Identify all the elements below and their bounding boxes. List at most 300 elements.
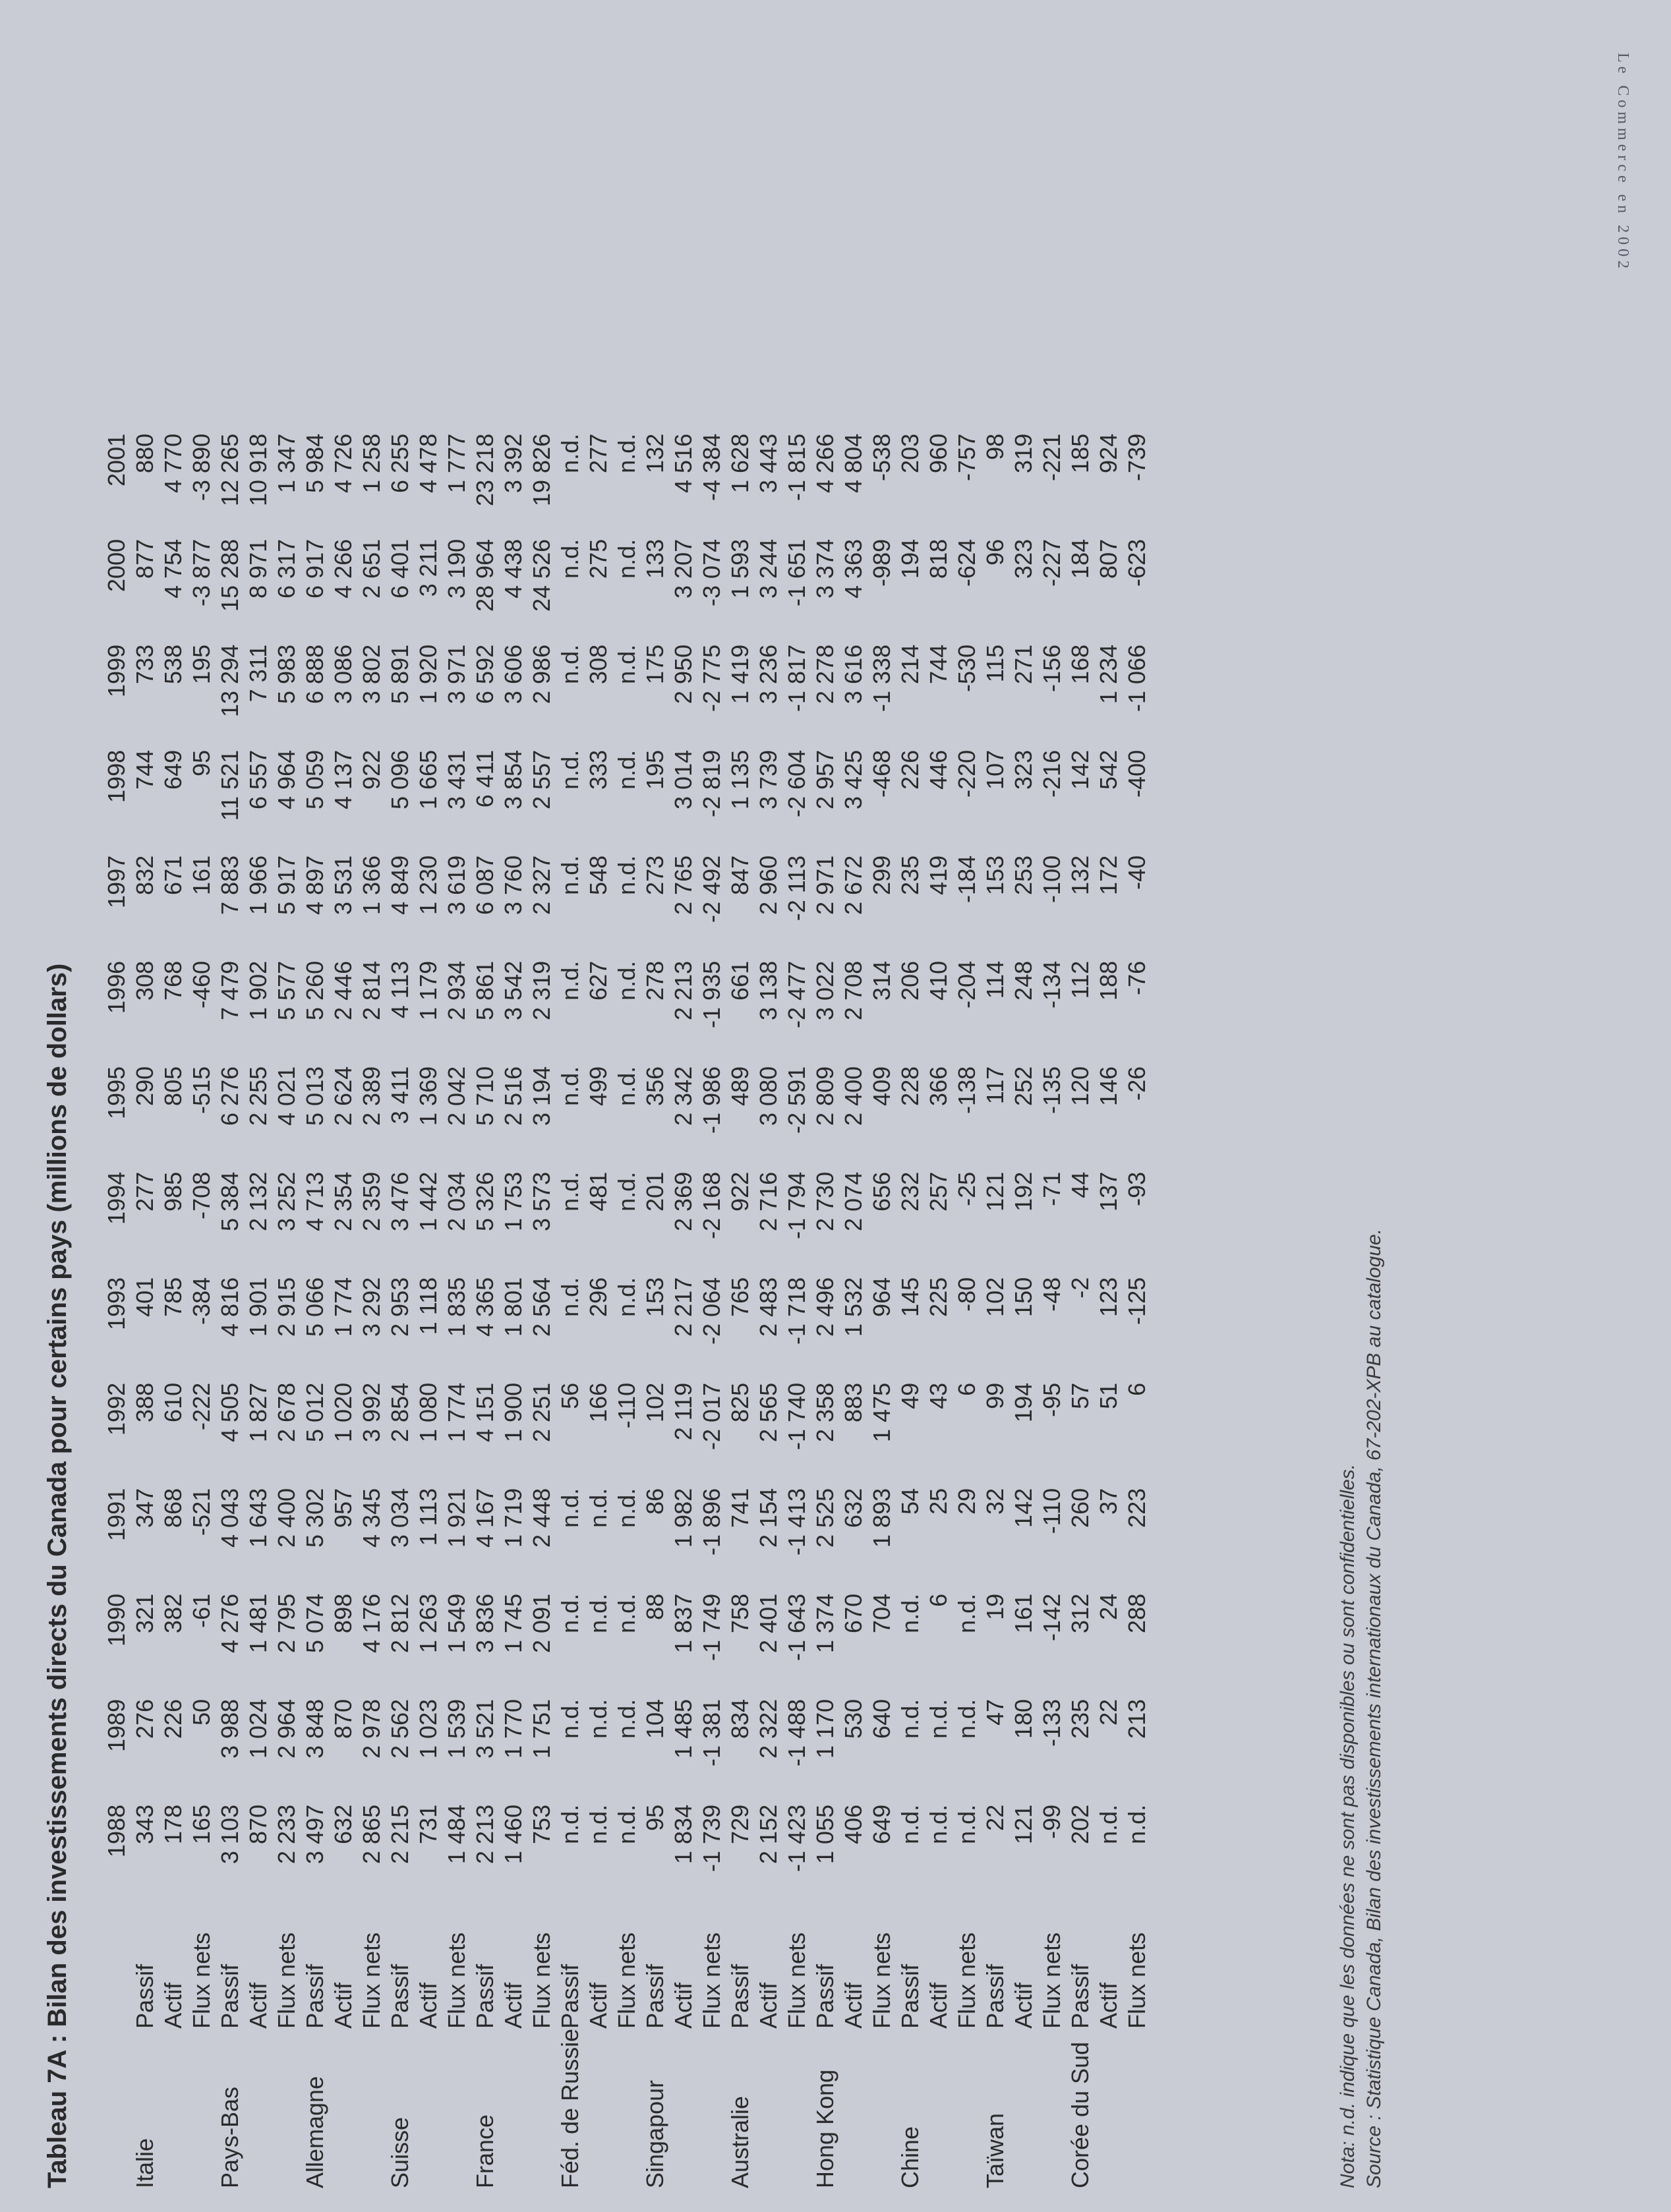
value-cell: 2 854 <box>386 1382 413 1442</box>
country-name: Hong Kong <box>811 2069 838 2188</box>
value-cell: 7 883 <box>216 855 243 915</box>
value-cell: n.d. <box>556 644 583 684</box>
value-cell: 2 624 <box>330 1066 357 1126</box>
value-cell: -1 896 <box>698 1488 725 1556</box>
country-name <box>414 2029 442 2188</box>
value-cell: 1 777 <box>443 433 470 493</box>
value-cell: 2 934 <box>443 960 470 1020</box>
value-cell: 924 <box>1095 433 1122 473</box>
value-cell: 308 <box>585 644 612 684</box>
value-cell: 356 <box>641 1066 668 1106</box>
value-cell: 4 770 <box>160 433 187 493</box>
country-name: France <box>471 2114 498 2188</box>
value-cell: 226 <box>896 749 923 790</box>
value-cell: 112 <box>1067 960 1094 999</box>
value-cell: 2 483 <box>755 1277 782 1337</box>
value-cell: n.d. <box>556 749 583 790</box>
value-cell: 1 837 <box>670 1593 697 1653</box>
value-cell: 4 849 <box>386 855 413 915</box>
value-cell: 343 <box>131 1804 158 1844</box>
value-cell: 1 374 <box>811 1593 838 1653</box>
value-cell: 2 708 <box>840 960 867 1020</box>
value-cell: -3 074 <box>698 538 725 606</box>
value-cell: 2 448 <box>528 1488 555 1548</box>
table-row <box>924 434 953 2188</box>
value-cell: -384 <box>188 1277 215 1325</box>
value-cell: 32 <box>982 1488 1009 1515</box>
value-cell: 2 358 <box>811 1382 838 1442</box>
value-cell: 671 <box>160 855 187 895</box>
value-cell: 2 446 <box>330 960 357 1020</box>
value-cell: n.d. <box>925 1699 952 1739</box>
value-cell: 1 263 <box>415 1593 442 1653</box>
value-cell: 2 091 <box>528 1593 555 1653</box>
value-cell: 3 211 <box>415 538 442 597</box>
value-cell: 3 431 <box>443 749 470 809</box>
value-cell: -110 <box>613 1382 640 1429</box>
value-cell: n.d. <box>585 1488 612 1528</box>
value-cell: -2 591 <box>783 1066 810 1134</box>
value-cell: 299 <box>868 855 895 895</box>
value-cell: 3 619 <box>443 855 470 915</box>
value-cell: 347 <box>131 1488 158 1528</box>
value-cell: 3 425 <box>840 749 867 809</box>
value-cell: 308 <box>131 960 158 1001</box>
value-cell: 2 400 <box>273 1488 300 1548</box>
value-cell: 2 213 <box>670 960 697 1020</box>
value-cell: 13 294 <box>216 644 243 717</box>
value-cell: -2 017 <box>698 1382 725 1450</box>
value-cell: 3 103 <box>216 1804 243 1864</box>
value-cell: 25 <box>925 1488 952 1515</box>
value-cell: n.d. <box>556 960 583 1001</box>
value-cell: 7 311 <box>245 644 272 703</box>
value-cell: 3 573 <box>528 1171 555 1231</box>
value-cell: 632 <box>840 1488 867 1528</box>
row-label: Actif <box>415 1982 442 2029</box>
value-cell: -100 <box>1038 855 1065 903</box>
header-spacer <box>102 2029 131 2188</box>
value-cell: -530 <box>953 644 980 692</box>
row-label: Passif <box>641 1964 668 2029</box>
value-cell: 4 478 <box>415 433 442 493</box>
header-spacer <box>102 1910 131 2029</box>
value-cell: 2 986 <box>528 644 555 704</box>
value-cell: -135 <box>1038 1066 1065 1114</box>
value-cell: 5 710 <box>471 1066 498 1126</box>
value-cell: 2 564 <box>528 1277 555 1337</box>
table-row <box>527 434 556 2188</box>
value-cell: -1 423 <box>783 1804 810 1872</box>
value-cell: 1 230 <box>415 855 442 915</box>
value-cell: 54 <box>896 1488 923 1515</box>
value-cell: -134 <box>1038 960 1065 1008</box>
value-cell: 1 719 <box>500 1488 527 1548</box>
value-cell: -708 <box>188 1171 215 1219</box>
table-row <box>357 434 386 2188</box>
value-cell: 401 <box>131 1277 158 1317</box>
value-cell: -1 413 <box>783 1488 810 1556</box>
value-cell: 1 179 <box>415 960 442 1020</box>
value-cell: 2 516 <box>500 1066 527 1126</box>
value-cell: 47 <box>982 1699 1009 1726</box>
value-cell: n.d. <box>613 1804 640 1844</box>
value-cell: 2 730 <box>811 1171 838 1231</box>
country-name: Chine <box>896 2126 923 2188</box>
value-cell: 3 476 <box>386 1171 413 1231</box>
value-cell: n.d. <box>613 644 640 684</box>
value-cell: 3 190 <box>443 538 470 598</box>
value-cell: 4 176 <box>358 1593 385 1653</box>
value-cell: 22 <box>1095 1699 1122 1726</box>
row-label: Flux nets <box>358 1932 385 2029</box>
value-cell: 276 <box>131 1699 158 1739</box>
value-cell: 3 194 <box>528 1066 555 1126</box>
value-cell: n.d. <box>613 855 640 895</box>
value-cell: 50 <box>188 1699 215 1726</box>
value-cell: -2 <box>1067 1277 1094 1298</box>
value-cell: 4 151 <box>471 1382 498 1442</box>
value-cell: 102 <box>982 1277 1009 1317</box>
value-cell: 1 893 <box>868 1488 895 1548</box>
value-cell: 133 <box>641 538 668 579</box>
value-cell: n.d. <box>953 1699 980 1739</box>
value-cell: 670 <box>840 1593 867 1633</box>
year-header: 1990 <box>103 1593 130 1646</box>
year-header-row <box>102 434 131 2188</box>
value-cell: 2 152 <box>755 1804 782 1864</box>
value-cell: 51 <box>1095 1382 1122 1409</box>
value-cell: 922 <box>726 1171 753 1211</box>
value-cell: 4 754 <box>160 538 187 598</box>
value-cell: -1 651 <box>783 538 810 606</box>
value-cell: 22 <box>982 1804 1009 1831</box>
row-label: Actif <box>1095 1982 1122 2029</box>
row-label: Passif <box>216 1964 243 2029</box>
value-cell: 1 753 <box>500 1171 527 1231</box>
value-cell: 1 135 <box>726 749 753 809</box>
table-notes <box>1335 1229 1388 2188</box>
table-row <box>1094 434 1123 2188</box>
value-cell: 758 <box>726 1593 753 1633</box>
value-cell: 321 <box>131 1593 158 1633</box>
value-cell: 3 443 <box>755 433 782 493</box>
value-cell: 86 <box>641 1488 668 1515</box>
value-cell: -3 890 <box>188 433 215 501</box>
value-cell: 290 <box>131 1066 158 1106</box>
value-cell: 296 <box>585 1277 612 1317</box>
value-cell: -1 749 <box>698 1593 725 1661</box>
year-header: 1996 <box>103 960 130 1014</box>
year-header: 2000 <box>103 538 130 592</box>
value-cell: 877 <box>131 538 158 579</box>
value-cell: 1 801 <box>500 1277 527 1337</box>
value-cell: 4 713 <box>301 1171 328 1231</box>
value-cell: 184 <box>1067 538 1094 579</box>
table-row <box>414 434 442 2188</box>
value-cell: 2 915 <box>273 1277 300 1337</box>
value-cell: -757 <box>953 433 980 481</box>
value-cell: 2 215 <box>386 1804 413 1864</box>
country-name <box>924 2029 953 2188</box>
running-header <box>1614 53 1645 395</box>
value-cell: -460 <box>188 960 215 1008</box>
value-cell: 741 <box>726 1488 753 1528</box>
value-cell: 202 <box>1067 1804 1094 1844</box>
value-cell: 731 <box>415 1804 442 1844</box>
table-row <box>584 434 612 2188</box>
value-cell: 213 <box>1123 1699 1150 1739</box>
value-cell: -623 <box>1123 538 1150 587</box>
value-cell: 188 <box>1095 960 1122 1001</box>
value-cell: 2 814 <box>358 960 385 1020</box>
value-cell: 3 542 <box>500 960 527 1020</box>
value-cell: 765 <box>726 1277 753 1317</box>
value-cell: 2 359 <box>358 1171 385 1231</box>
value-cell: -739 <box>1123 433 1150 481</box>
value-cell: 166 <box>585 1382 612 1422</box>
value-cell: 195 <box>188 644 215 684</box>
value-cell: n.d. <box>896 1593 923 1633</box>
value-cell: 3 760 <box>500 855 527 915</box>
value-cell: 2 217 <box>670 1277 697 1337</box>
value-cell: 2 950 <box>670 644 697 704</box>
value-cell: 5 012 <box>301 1382 328 1442</box>
value-cell: -80 <box>953 1277 980 1312</box>
value-cell: 137 <box>1095 1171 1122 1211</box>
value-cell: 1 055 <box>811 1804 838 1864</box>
value-cell: 610 <box>160 1382 187 1422</box>
value-cell: 2 074 <box>840 1171 867 1231</box>
value-cell: 121 <box>982 1171 1009 1211</box>
value-cell: -71 <box>1038 1171 1065 1206</box>
value-cell: 23 218 <box>471 433 498 506</box>
country-name <box>187 2029 216 2188</box>
value-cell: -1 488 <box>783 1699 810 1766</box>
value-cell: 24 <box>1095 1593 1122 1620</box>
value-cell: -400 <box>1123 749 1150 798</box>
value-cell: n.d. <box>1095 1804 1122 1844</box>
value-cell: 2 565 <box>755 1382 782 1442</box>
value-cell: 4 804 <box>840 433 867 493</box>
value-cell: 12 265 <box>216 433 243 506</box>
country-name <box>782 2029 811 2188</box>
table-row <box>1038 434 1066 2188</box>
value-cell: 132 <box>641 433 668 473</box>
value-cell: 172 <box>1095 855 1122 895</box>
value-cell: 206 <box>896 960 923 1001</box>
value-cell: 201 <box>641 1171 668 1211</box>
country-name <box>612 2029 641 2188</box>
value-cell: 1 369 <box>415 1066 442 1126</box>
value-cell: 530 <box>840 1699 867 1739</box>
table-row <box>244 434 272 2188</box>
value-cell: 2 042 <box>443 1066 470 1126</box>
value-cell: 1 900 <box>500 1382 527 1442</box>
country-name <box>697 2029 726 2188</box>
value-cell: 121 <box>1010 1804 1037 1844</box>
table-row <box>471 434 499 2188</box>
value-cell: n.d. <box>556 538 583 579</box>
value-cell: 235 <box>1067 1699 1094 1739</box>
value-cell: 388 <box>131 1382 158 1422</box>
country-name <box>329 2029 357 2188</box>
value-cell: 4 276 <box>216 1593 243 1653</box>
value-cell: -216 <box>1038 749 1065 798</box>
table-row <box>1009 434 1038 2188</box>
value-cell: 228 <box>896 1066 923 1106</box>
value-cell: n.d. <box>953 1593 980 1633</box>
value-cell: -40 <box>1123 855 1150 890</box>
value-cell: -184 <box>953 855 980 903</box>
value-cell: -61 <box>188 1593 215 1628</box>
value-cell: 733 <box>131 644 158 684</box>
value-cell: 5 984 <box>301 433 328 493</box>
country-name <box>499 2029 527 2188</box>
country-name: Allemagne <box>301 2076 328 2188</box>
rotated-page <box>43 59 1592 2188</box>
value-cell: 273 <box>641 855 668 895</box>
value-cell: 323 <box>1010 749 1037 790</box>
value-cell: 6 557 <box>245 749 272 809</box>
country-name <box>953 2029 981 2188</box>
country-name <box>867 2029 896 2188</box>
country-name <box>839 2029 867 2188</box>
value-cell: 481 <box>585 1171 612 1211</box>
value-cell: 5 074 <box>301 1593 328 1653</box>
value-cell: -521 <box>188 1488 215 1536</box>
row-label: Passif <box>726 1964 753 2029</box>
value-cell: -1 935 <box>698 960 725 1028</box>
value-cell: 3 138 <box>755 960 782 1020</box>
value-cell: 3 292 <box>358 1277 385 1337</box>
value-cell: 883 <box>840 1382 867 1422</box>
value-cell: 6 317 <box>273 538 300 598</box>
value-cell: 5 577 <box>273 960 300 1020</box>
value-cell: 96 <box>982 538 1009 566</box>
table-row <box>131 434 159 2188</box>
value-cell: 2 034 <box>443 1171 470 1231</box>
value-cell: 2 354 <box>330 1171 357 1231</box>
value-cell: 4 816 <box>216 1277 243 1337</box>
value-cell: 3 971 <box>443 644 470 704</box>
value-cell: 145 <box>896 1277 923 1317</box>
value-cell: -1 739 <box>698 1804 725 1872</box>
value-cell: n.d. <box>613 1488 640 1528</box>
value-cell: 1 827 <box>245 1382 272 1442</box>
row-label: Passif <box>896 1964 923 2029</box>
value-cell: 6 888 <box>301 644 328 704</box>
value-cell: 3 739 <box>755 749 782 809</box>
value-cell: 744 <box>925 644 952 684</box>
value-cell: -515 <box>188 1066 215 1114</box>
value-cell: 3 606 <box>500 644 527 704</box>
value-cell: 1 258 <box>358 433 385 493</box>
value-cell: 314 <box>868 960 895 1001</box>
value-cell: 2 672 <box>840 855 867 915</box>
value-cell: 870 <box>330 1699 357 1739</box>
table-row <box>839 434 867 2188</box>
value-cell: n.d. <box>556 1699 583 1739</box>
year-header: 1988 <box>103 1804 130 1857</box>
table-row <box>811 434 839 2188</box>
value-cell: 5 326 <box>471 1171 498 1231</box>
value-cell: 1 628 <box>726 433 753 493</box>
value-cell: -95 <box>1038 1382 1065 1417</box>
value-cell: 2 319 <box>528 960 555 1020</box>
value-cell: 2 322 <box>755 1699 782 1759</box>
value-cell: 880 <box>131 433 158 473</box>
value-cell: 232 <box>896 1171 923 1211</box>
year-header: 1998 <box>103 749 130 803</box>
value-cell: 704 <box>868 1593 895 1633</box>
value-cell: 2 557 <box>528 749 555 809</box>
value-cell: 1 460 <box>500 1804 527 1864</box>
row-label: Actif <box>500 1982 527 2029</box>
value-cell: 6 <box>1123 1382 1150 1396</box>
value-cell: 226 <box>160 1699 187 1739</box>
value-cell: 6 <box>953 1382 980 1396</box>
value-cell: 1 665 <box>415 749 442 809</box>
value-cell: n.d. <box>953 1804 980 1844</box>
row-label: Passif <box>811 1964 838 2029</box>
value-cell: 4 897 <box>301 855 328 915</box>
value-cell: 1 901 <box>245 1277 272 1337</box>
country-name <box>584 2029 612 2188</box>
table-row <box>272 434 301 2188</box>
value-cell: 2 278 <box>811 644 838 704</box>
value-cell: -138 <box>953 1066 980 1114</box>
value-cell: 649 <box>868 1804 895 1844</box>
value-cell: -989 <box>868 538 895 587</box>
value-cell: 19 <box>982 1593 1009 1620</box>
value-cell: 98 <box>982 433 1009 460</box>
table-row <box>1123 434 1151 2188</box>
row-label: Flux nets <box>443 1932 470 2029</box>
value-cell: n.d. <box>613 1171 640 1211</box>
value-cell: -220 <box>953 749 980 798</box>
country-name: Australie <box>726 2095 753 2188</box>
value-cell: 257 <box>925 1171 952 1211</box>
country-name <box>1009 2029 1038 2188</box>
value-cell: 4 266 <box>330 538 357 598</box>
value-cell: 5 096 <box>386 749 413 809</box>
value-cell: 847 <box>726 855 753 895</box>
value-cell: 333 <box>585 749 612 790</box>
value-cell: 4 363 <box>840 538 867 598</box>
value-cell: 2 964 <box>273 1699 300 1759</box>
year-header: 1994 <box>103 1171 130 1225</box>
value-cell: -468 <box>868 749 895 798</box>
value-cell: -222 <box>188 1382 215 1430</box>
country-name: Pays-Bas <box>216 2086 243 2188</box>
value-cell: 104 <box>641 1699 668 1739</box>
value-cell: -48 <box>1038 1277 1065 1312</box>
value-cell: 661 <box>726 960 753 1001</box>
country-name <box>159 2029 187 2188</box>
value-cell: 192 <box>1010 1171 1037 1211</box>
value-cell: 3 836 <box>471 1593 498 1653</box>
value-cell: 2 562 <box>386 1699 413 1759</box>
value-cell: 4 137 <box>330 749 357 809</box>
value-cell: 235 <box>896 855 923 895</box>
value-cell: 4 021 <box>273 1066 300 1126</box>
value-cell: 6 <box>925 1593 952 1607</box>
value-cell: 43 <box>925 1382 952 1409</box>
value-cell: 898 <box>330 1593 357 1633</box>
value-cell: 419 <box>925 855 952 895</box>
value-cell: 446 <box>925 749 952 790</box>
